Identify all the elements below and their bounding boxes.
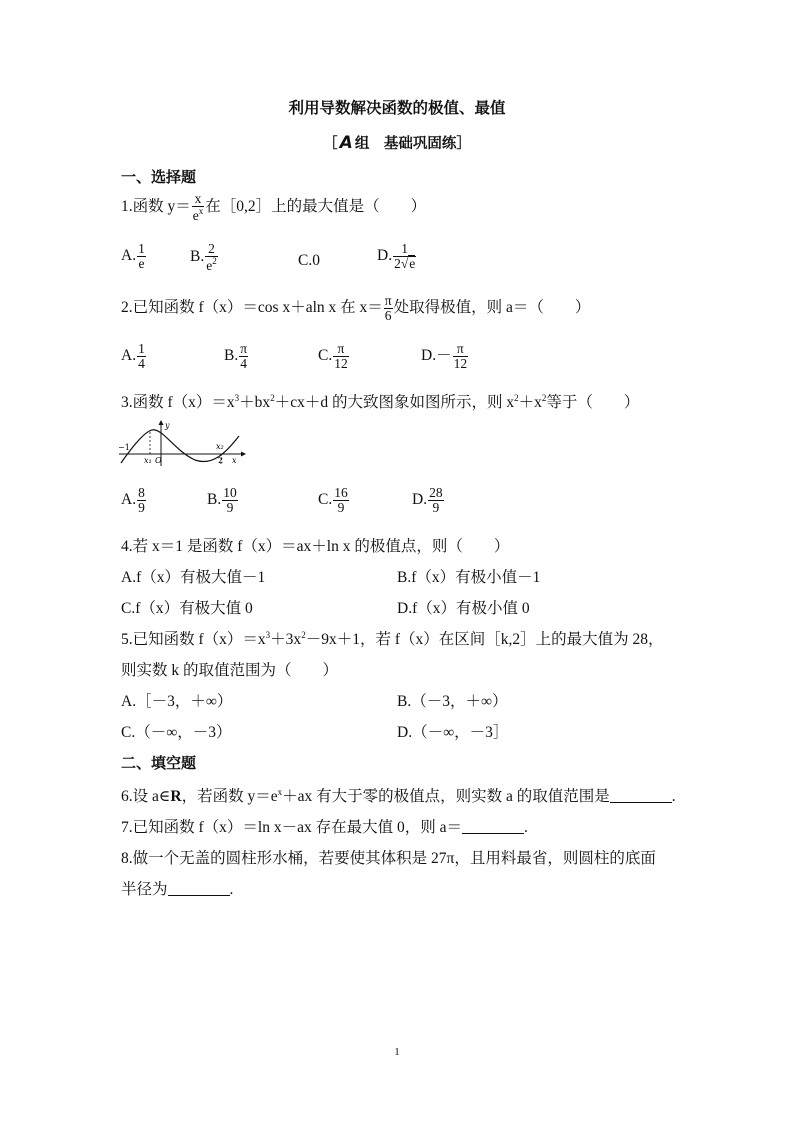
question-8: 8.做一个无盖的圆柱形水桶，若要使其体积是 27π，且用料最省，则圆柱的底面: [121, 850, 656, 867]
graph-label-x: x: [232, 456, 237, 465]
q8-answer-blank[interactable]: [168, 881, 230, 896]
q1-option-a: A. $\frac{1}{e}$: [121, 241, 145, 272]
q1-fraction: $\frac{x}{e^x}$: [192, 191, 204, 224]
group-label: 组 基础巩固练: [354, 136, 457, 152]
q2-option-c: C. $\frac{\pi}{12}$: [318, 341, 348, 372]
question-2: 2.已知函数 f（x）＝cos x＋aln x 在 x＝ $\frac{\pi}{6}$ 处取得极值，则 a＝（ ）: [121, 293, 591, 324]
q7-answer-blank[interactable]: [462, 819, 524, 834]
q6-answer-blank[interactable]: [610, 788, 672, 803]
function-graph: [117, 418, 247, 468]
question-7: 7.已知函数 f（x）＝ln x－ax 存在最大值 0，则 a＝ .: [121, 819, 528, 836]
section-choice: 一、选择题: [121, 168, 197, 186]
q5-option-c: C.（－∞，－3）: [121, 724, 232, 741]
q4-option-c: C.f（x）有极大值 0: [121, 600, 253, 617]
graph-label-minus-one: −1: [118, 443, 130, 452]
graph-label-x2: x₂: [216, 442, 224, 451]
q2-option-a: A. $\frac{1}{4}$: [121, 341, 145, 372]
q1-option-d: D. $\frac{1}{2√e}$: [377, 241, 416, 272]
q3-option-a: A. $\frac{8}{9}$: [121, 485, 145, 516]
q5-option-a: A.［－3，＋∞）: [121, 693, 233, 710]
x-axis-arrow: [241, 452, 246, 457]
graph-label-x1: x₁: [144, 456, 152, 465]
q1-option-c: C.0: [298, 252, 320, 269]
q2-option-d: D.－ $\frac{\pi}{12}$: [421, 341, 468, 372]
q3-option-c: C. $\frac{16}{9}$: [318, 485, 348, 516]
group-badge: A: [339, 133, 353, 153]
group-bracket-close: ］: [456, 136, 471, 152]
q4-option-d: D.f（x）有极小值 0: [397, 600, 530, 617]
q3-option-b: B. $\frac{10}{9}$: [207, 485, 237, 516]
graph-label-two: 2: [218, 456, 224, 465]
q2-fraction: $\frac{\pi}{6}$: [384, 293, 392, 324]
question-6: 6.设 a∈R，若函数 $y=e^x+ax$ 有大于零的极值点，则实数 a 的取值范围是 .: [121, 787, 676, 805]
q5-option-b: B.（－3，＋∞）: [397, 693, 508, 710]
page-number: 1: [394, 1046, 400, 1058]
question-4: 4.若 x＝1 是函数 f（x）＝ax＋ln x 的极值点，则（ ）: [121, 538, 510, 555]
graph-label-y: y: [165, 421, 170, 430]
question-5: 5.已知函数 $f(x)=x^3+3x^2-9x+1$，若 f（x）在区间［k,2］上的最大值为 28，: [121, 630, 664, 648]
graph-label-origin: O: [155, 456, 162, 465]
page-title: 利用导数解决函数的极值、最值: [288, 99, 506, 117]
question-3: 3.函数 $f(x)=x^3+bx^2+cx+d$ 的大致图象如图所示，则 $x^2+x^2$等于（ ）: [121, 393, 640, 411]
y-axis-arrow: [159, 420, 164, 425]
q2-option-b: B. $\frac{\pi}{4}$: [224, 341, 248, 372]
group-heading: [0, 132, 794, 153]
q4-option-b: B.f（x）有极小值－1: [397, 569, 541, 586]
q5-option-d: D.（－∞，－3］: [397, 724, 509, 741]
q4-option-a: A.f（x）有极大值－1: [121, 569, 266, 586]
question-1: 1.函数 y＝ $\frac{x}{e^x}$ 在［0,2］上的最大值是（ ）: [121, 191, 427, 224]
question-8-line-2: 半径为 .: [121, 881, 234, 898]
group-bracket-open: ［: [323, 136, 338, 152]
q1-option-b: B. $\frac{2}{e^2}$: [190, 241, 217, 274]
question-5-line-2: 则实数 k 的取值范围为（ ）: [121, 662, 339, 679]
q3-option-d: D. $\frac{28}{9}$: [412, 485, 443, 516]
section-fill: 二、填空题: [121, 754, 197, 772]
